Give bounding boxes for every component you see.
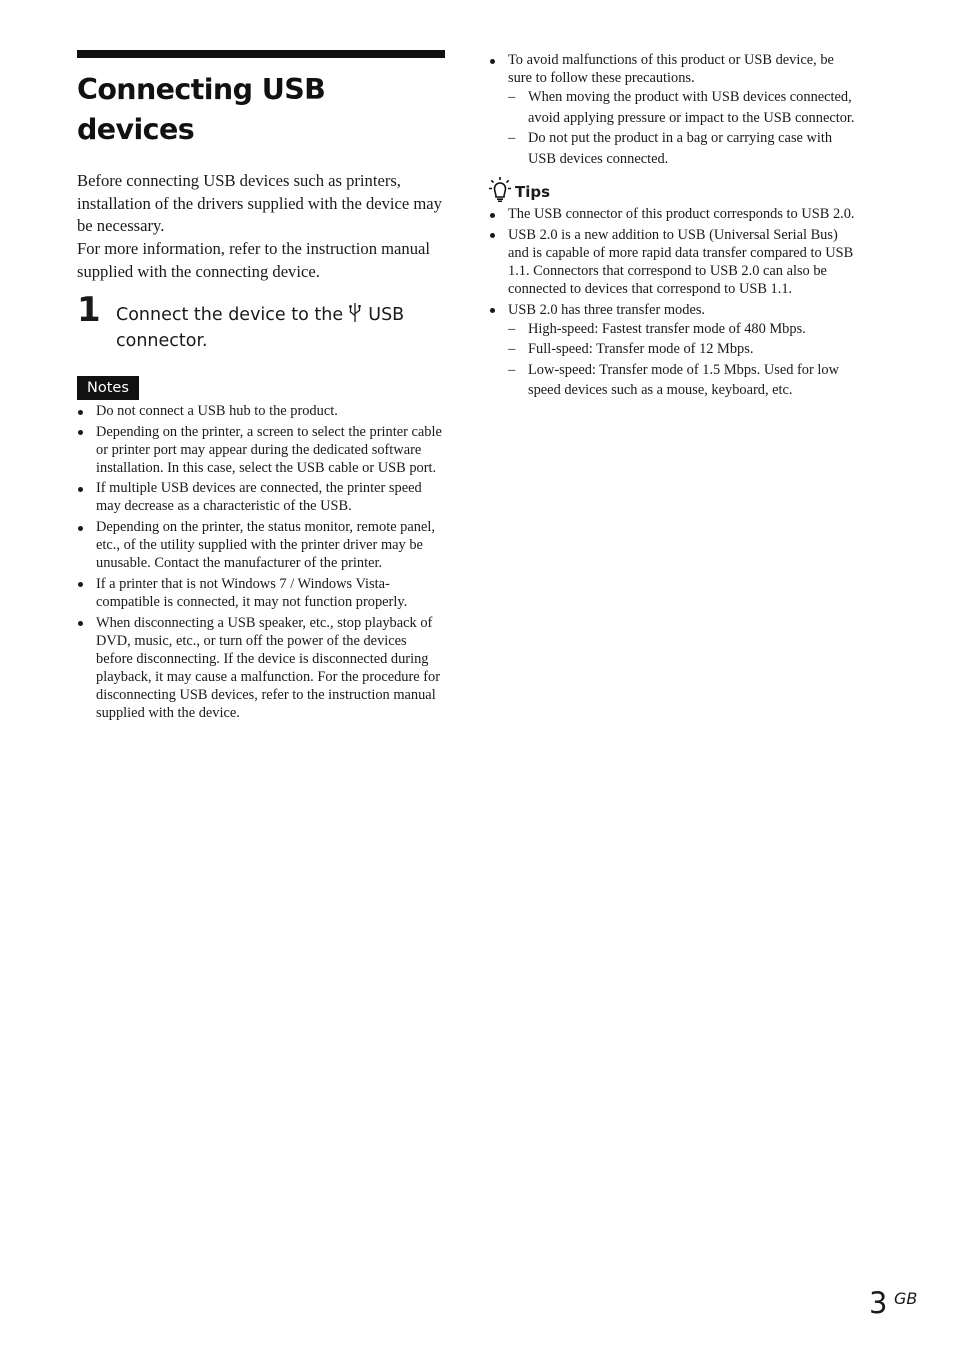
note-text: If multiple USB devices are connected, the printer speed may decrease as a characteristic of the USB.: [96, 480, 422, 515]
list-item: [508, 360, 861, 401]
note-text: Depending on the printer, a screen to select the printer cable or printer port may appear during the dedicated software installation. In this case, select the USB cable or USB port.: [96, 423, 442, 476]
bullet-icon: [490, 233, 495, 238]
step-1: [77, 289, 445, 354]
precaution-sub-text: Do not put the product in a bag or carrying case with USB devices connected.: [528, 130, 833, 167]
intro: [77, 170, 445, 284]
list-item: [77, 575, 445, 611]
bullet-icon: [78, 526, 83, 531]
intro-paragraph: Before connecting USB devices such as printers, installation of the drivers supplied with the device may be necessary.: [77, 171, 442, 236]
lightbulb-icon: [489, 177, 511, 202]
bullet-icon: [78, 582, 83, 587]
precautions-sub-list: [508, 87, 861, 169]
list-item: [508, 128, 861, 169]
notes-label: Notes: [77, 376, 139, 400]
dash-icon: –: [508, 320, 516, 337]
page-language-code: GB: [894, 1289, 918, 1308]
list-item: [489, 205, 861, 223]
bullet-icon: [490, 59, 495, 64]
usb-icon: [349, 303, 361, 322]
list-item: [508, 339, 861, 360]
right-column: [489, 51, 861, 401]
bullet-icon: [78, 430, 83, 435]
tips-list: [489, 205, 861, 401]
step-number: 1: [77, 289, 101, 330]
list-item: [77, 423, 445, 477]
tips-heading: [489, 179, 861, 203]
step-text: [116, 302, 436, 354]
list-item: [77, 402, 445, 420]
tip-text: USB 2.0 has three transfer modes.: [508, 301, 706, 318]
bullet-icon: [490, 308, 495, 313]
list-item: [508, 87, 861, 128]
step-text-before: Connect the device to the: [116, 304, 344, 325]
precautions-list: [489, 51, 861, 170]
note-text: When disconnecting a USB speaker, etc., stop playback of DVD, music, etc., or turn off the power of the devices before disconnecting. If the device is disconnected during playback, it may cause a malfunction. For the procedure for disconnecting USB devices, refer to the instruction manual supplied with the device.: [96, 614, 441, 722]
list-item: [489, 51, 861, 170]
notes-list: [77, 402, 445, 722]
tip-text: USB 2.0 is a new addition to USB (Universal Serial Bus) and is capable of more rapid data transfer compared to USB 1.1. Connectors that correspond to USB 2.0 can also be connected to devices that correspond to USB 1.1.: [508, 226, 854, 297]
list-item: [489, 226, 861, 298]
mode-text: Full-speed: Transfer mode of 12 Mbps.: [528, 341, 754, 358]
bullet-icon: [490, 213, 495, 218]
dash-icon: –: [508, 361, 516, 378]
step-text-after: USB connector.: [116, 304, 405, 351]
dash-icon: –: [508, 341, 516, 358]
dash-icon: –: [508, 89, 516, 106]
tips-label: Tips: [515, 182, 551, 201]
dash-icon: –: [508, 130, 516, 147]
list-item: [77, 518, 445, 572]
bullet-icon: [78, 487, 83, 492]
transfer-modes-list: [508, 319, 861, 401]
list-item: [77, 614, 445, 723]
note-text: If a printer that is not Windows 7 / Windows Vista-compatible is connected, it may not function properly.: [96, 575, 408, 610]
list-item: [77, 479, 445, 515]
intro-paragraph: For more information, refer to the instruction manual supplied with the connecting device.: [77, 239, 430, 281]
title-rule: [77, 50, 445, 58]
page-number: 3: [869, 1286, 888, 1320]
bullet-icon: [78, 621, 83, 626]
left-column: [77, 50, 445, 722]
precaution-text: To avoid malfunctions of this product or USB device, be sure to follow these precautions.: [508, 52, 834, 87]
list-item: [508, 319, 861, 340]
tip-text: The USB connector of this product corresponds to USB 2.0.: [508, 206, 855, 223]
note-text: Do not connect a USB hub to the product.: [96, 403, 338, 420]
bullet-icon: [78, 410, 83, 415]
precaution-sub-text: When moving the product with USB devices connected, avoid applying pressure or impact to the USB connector.: [528, 89, 855, 126]
mode-text: High-speed: Fastest transfer mode of 480 Mbps.: [528, 320, 806, 337]
list-item: [489, 301, 861, 401]
note-text: Depending on the printer, the status monitor, remote panel, etc., of the utility supplied with the printer driver may be unusable. Contact the manufacturer of the printer.: [96, 519, 435, 572]
mode-text: Low-speed: Transfer mode of 1.5 Mbps. Used for low speed devices such as a mouse, keyboard, etc.: [528, 361, 839, 399]
page-title: Connecting USB devices: [77, 73, 326, 146]
